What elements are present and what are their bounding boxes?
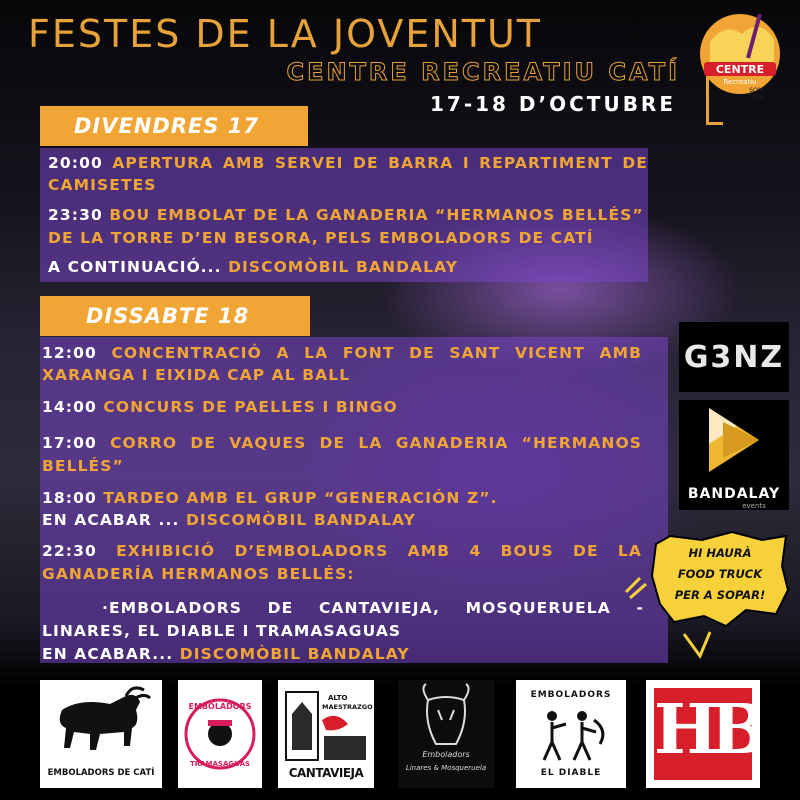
saturday-item-1-line-2: XARANGA I EIXIDA CAP AL BALL — [42, 366, 351, 384]
poster-title: FESTES DE LA JOVENTUT — [28, 12, 542, 56]
sponsor-emboladors-tramasaguas: EMBOLADORS TRAMASAGUAS — [178, 680, 262, 788]
bubble-line-2: FOOD TRUCK — [677, 567, 763, 581]
saturday-item-8: EN ACABAR... DISCOMÒBIL BANDALAY — [42, 645, 410, 663]
saturday-item-1-line-1: 12:00 CONCENTRACIÓ A LA FONT DE SANT VICENT AMB — [42, 344, 643, 362]
saturday-item-2: 14:00 CONCURS DE PAELLES I BINGO — [42, 398, 398, 416]
friday-item-1-line-2: CAMISETES — [48, 176, 157, 194]
saturday-item-4: 18:00 TARDEO AMB EL GRUP “GENERACIÓN Z”. — [42, 489, 498, 507]
friday-item-2-line-2: DE LA TORRE D’EN BESORA, PELS EMBOLADORS DE CATÍ — [48, 229, 594, 247]
svg-text:CENTRE: CENTRE — [715, 63, 765, 76]
bull-silhouette-icon — [40, 680, 162, 760]
friday-item-2-line-1: 23:30 BOU EMBOLAT DE LA GANADERIA “HERMANOS BELLÉS” — [48, 206, 644, 224]
sponsor-hb: HB — [646, 680, 760, 788]
poster-subtitle: CENTRE RECREATIU CATÍ — [286, 58, 680, 86]
speech-burst-icon — [680, 630, 720, 660]
sponsor-emboladors-el-diable: EMBOLADORS EL DIABLE — [516, 680, 626, 788]
sponsor-emboladors-linares-mosqueruela: Emboladors Linares & Mosqueruela — [398, 680, 494, 788]
genz-logo: G3NZ — [679, 322, 789, 392]
exclamation-marks-icon — [622, 570, 652, 600]
saturday-item-7-line-2: LINARES, EL DIABLE I TRAMASAGUAS — [42, 622, 402, 640]
friday-item-3: A CONTINUACIÓ... DISCOMÒBIL BANDALAY — [48, 258, 459, 276]
sponsor-cantavieja: ALTO MAESTRAZGO CANTAVIEJA — [278, 680, 374, 788]
saturday-item-6-line-2: GANADERÍA HERMANOS BELLÉS: — [42, 565, 355, 583]
saturday-item-3-line-2: BELLÉS” — [42, 457, 124, 475]
svg-text:Recreatiu: Recreatiu — [723, 78, 757, 86]
saturday-item-7-line-1: ·EMBOLADORS DE CANTAVIEJA, MOSQUERUELA - — [102, 599, 644, 617]
bandalay-logo: BANDALAY events — [679, 400, 789, 510]
svg-text:SOM: SOM — [749, 87, 763, 94]
saturday-item-3-line-1: 17:00 CORRO DE VAQUES DE LA GANADERIA “HERMANOS — [42, 434, 642, 452]
friday-label: DIVENDRES 17 — [40, 106, 308, 146]
friday-item-1-line-1: 20:00 APERTURA AMB SERVEI DE BARRA I REPARTIMENT DE — [48, 154, 648, 172]
saturday-label: DISSABTE 18 — [40, 296, 310, 336]
svg-text:TOTS: TOTS — [748, 94, 764, 101]
saturday-item-5: EN ACABAR ... DISCOMÒBIL BANDALAY — [42, 511, 416, 529]
saturday-item-6-line-1: 22:30 EXHIBICIÓ D’EMBOLADORS AMB 4 BOUS DE LA — [42, 542, 642, 560]
bubble-line-1: HI HAURÀ — [688, 546, 752, 560]
bubble-line-3: PER A SOPAR! — [674, 588, 766, 602]
sponsor-emboladors-cati: EMBOLADORS DE CATÍ — [40, 680, 162, 788]
poster-dates: 17-18 D’OCTUBRE — [430, 92, 676, 116]
bandalay-play-icon — [679, 400, 789, 482]
centre-recreatiu-logo — [690, 2, 790, 102]
